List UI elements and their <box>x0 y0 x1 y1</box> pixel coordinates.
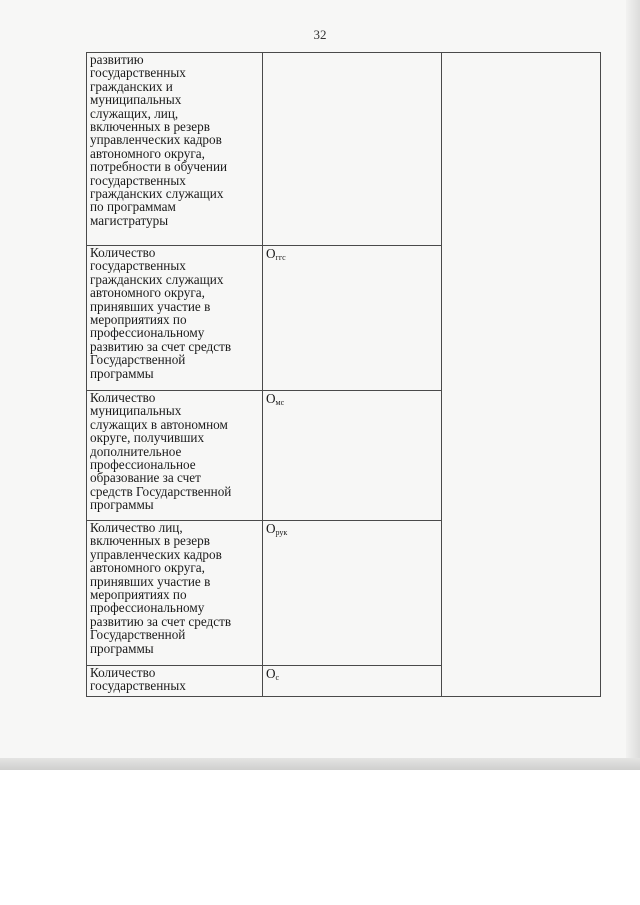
indicator-description: Количество государственных <box>90 665 186 694</box>
indicator-symbol <box>266 391 284 409</box>
indicator-description: Количество государственных гражданских служащих автономного округа, принявших участие в мероприятиях по профессиональному развитию за счет средств Государственной программы <box>90 245 232 381</box>
symbol-subscript: мс <box>275 398 285 407</box>
indicator-description: развитию государственных гражданских и муниципальных служащих, лиц, включенных в резерв управленческих кадров автономного округа, потребности в обучении государственных гражданских служащих по программам магистратуры <box>90 52 228 228</box>
symbol-subscript: с <box>275 673 280 682</box>
indicator-description: Количество муниципальных служащих в автономном округе, получивших дополнительное профессиональное образование за счет средств Государственной программы <box>90 390 232 513</box>
description-cell <box>87 521 263 666</box>
indicator-symbol <box>266 666 279 684</box>
symbol-cell <box>263 53 442 246</box>
scan-shadow-bottom <box>0 758 640 770</box>
merged-empty-cell <box>442 53 601 697</box>
symbol-subscript: рук <box>275 528 288 537</box>
description-cell <box>87 666 263 697</box>
description-cell <box>87 391 263 521</box>
page-number: 32 <box>313 27 327 42</box>
symbol-cell <box>263 246 442 391</box>
symbol-cell <box>263 391 442 521</box>
description-cell <box>87 246 263 391</box>
symbol-base: О <box>266 246 276 261</box>
description-cell <box>87 53 263 246</box>
table-row <box>87 53 601 246</box>
indicator-description: Количество лиц, включенных в резерв управленческих кадров автономного округа, принявших участие в мероприятиях по профессиональному развитию за счет средств Государственной программы <box>90 520 232 656</box>
symbol-cell <box>263 521 442 666</box>
indicator-table <box>86 52 601 697</box>
indicator-symbol <box>266 521 287 539</box>
symbol-base: О <box>266 666 276 681</box>
indicator-symbol <box>266 246 286 264</box>
symbol-base: О <box>266 521 276 536</box>
symbol-base: О <box>266 391 276 406</box>
symbol-subscript: ггс <box>275 253 286 262</box>
scan-shadow-right <box>626 0 640 770</box>
symbol-cell <box>263 666 442 697</box>
